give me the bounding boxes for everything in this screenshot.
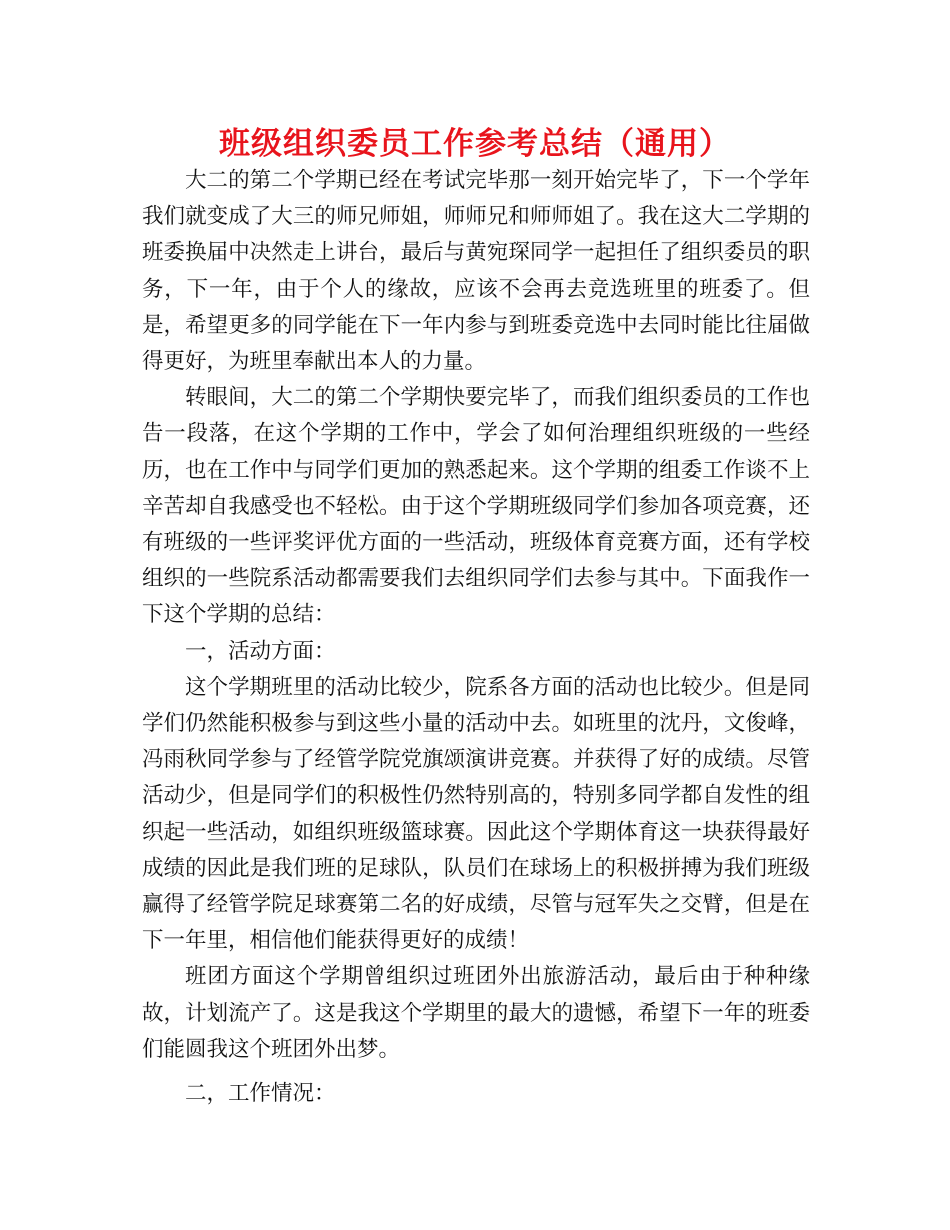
section-heading-activities: 一，活动方面： <box>185 638 336 664</box>
document-title: 班级组织委员工作参考总结（通用） <box>219 126 731 162</box>
document-body <box>142 163 810 1112</box>
paragraph-summary-overview: 转眼间，大二的第二个学期快要完毕了，而我们组织委员的工作也告一段落，在这个学期的工作中，学会了如何治理组织班级的一些经历，也在工作中与同学们更加的熟悉起来。这个学期的组委工作谈不上辛苦却自我感受也不轻松。由于这个学期班级同学们参加各项竞赛，还有班级的一些评奖评优方面的一些活动，班级体育竞赛方面，还有学校组织的一些院系活动都需要我们去组织同学们去参与其中。下面我作一下这个学期的总结： <box>142 385 810 628</box>
section-heading-work: 二，工作情况： <box>185 1081 336 1107</box>
paragraph-intro: 大二的第二个学期已经在考试完毕那一刻开始完毕了，下一个学年我们就变成了大三的师兄师姐，师师兄和师师姐了。我在这大二学期的班委换届中决然走上讲台，最后与黄宛琛同学一起担任了组织委员的职务，下一年，由于个人的缘故，应该不会再去竞选班里的班委了。但是，希望更多的同学能在下一年内参与到班委竞选中去同时能比往届做得更好，为班里奉献出本人的力量。 <box>142 168 810 375</box>
paragraph-class-trip: 班团方面这个学期曾组织过班团外出旅游活动，最后由于种种缘故，计划流产了。这是我这个学期里的最大的遗憾，希望下一年的班委们能圆我这个班团外出梦。 <box>142 964 810 1062</box>
paragraph-activities: 这个学期班里的活动比较少，院系各方面的活动也比较少。但是同学们仍然能积极参与到这些小量的活动中去。如班里的沈丹，文俊峰，冯雨秋同学参与了经管学院党旗颂演讲竞赛。并获得了好的成绩。尽管活动少，但是同学们的积极性仍然特别高的，特别多同学都自发性的组织起一些活动，如组织班级篮球赛。因此这个学期体育这一块获得最好成绩的因此是我们班的足球队，队员们在球场上的积极拼搏为我们班级赢得了经管学院足球赛第二名的好成绩，尽管与冠军失之交臂，但是在下一年里，相信他们能获得更好的成绩！ <box>142 674 810 954</box>
